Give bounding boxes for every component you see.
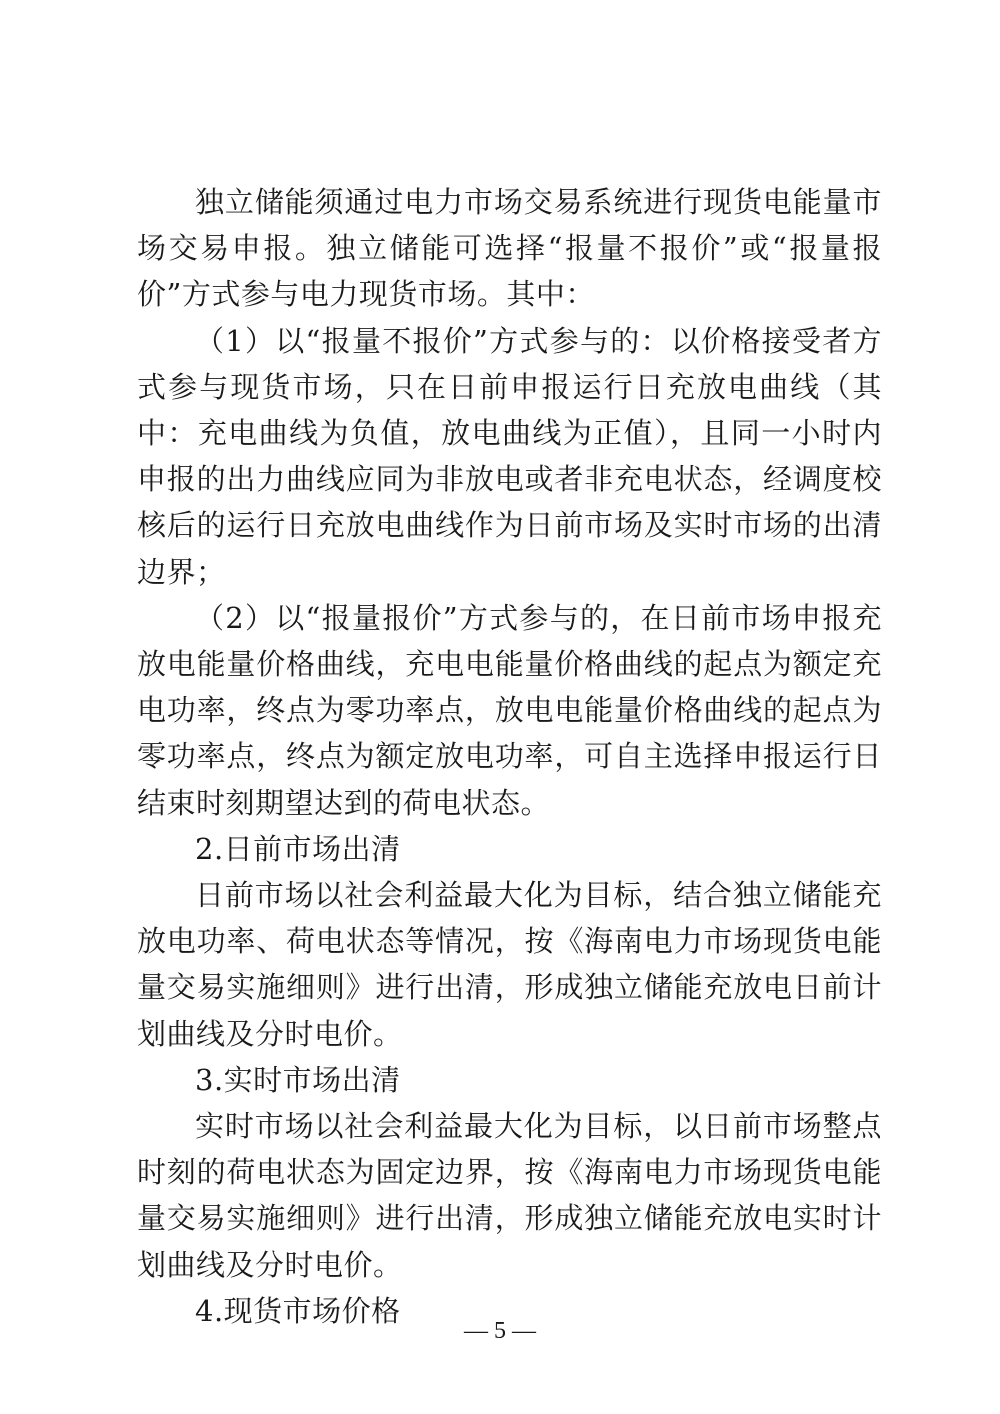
section-heading-day-ahead-clearing: 2.日前市场出清 [195, 831, 401, 866]
page-number: — 5 — [464, 1318, 536, 1344]
paragraph-declaration-modes: 独立储能须通过电力市场交易系统进行现货电能量市场交易申报。独立储能可选择“报量不报价”或“报量报价”方式参与电力现货市场。其中： [137, 185, 882, 312]
paragraph-quantity-only: （1）以“报量不报价”方式参与的：以价格接受者方式参与现货市场，只在日前申报运行日充放电曲线（其中：充电曲线为负值，放电曲线为正值），且同一小时内申报的出力曲线应同为非放电或者非充电状态，经调度校核后的运行日充放电曲线作为日前市场及实时市场的出清边界； [137, 323, 882, 589]
section-heading-spot-market-price: 4.现货市场价格 [195, 1293, 401, 1328]
paragraph-day-ahead-clearing: 日前市场以社会利益最大化为目标，结合独立储能充放电功率、荷电状态等情况，按《海南电力市场现货电能量交易实施细则》进行出清，形成独立储能充放电日前计划曲线及分时电价。 [137, 878, 882, 1051]
document-body [137, 179, 882, 1334]
section-heading-real-time-clearing: 3.实时市场出清 [195, 1062, 401, 1097]
paragraph-quantity-and-price: （2）以“报量报价”方式参与的，在日前市场申报充放电能量价格曲线，充电电能量价格曲线的起点为额定充电功率，终点为零功率点，放电电能量价格曲线的起点为零功率点，终点为额定放电功率，可自主选择申报运行日结束时刻期望达到的荷电状态。 [137, 600, 882, 820]
paragraph-real-time-clearing: 实时市场以社会利益最大化为目标，以日前市场整点时刻的荷电状态为固定边界，按《海南电力市场现货电能量交易实施细则》进行出清，形成独立储能充放电实时计划曲线及分时电价。 [137, 1109, 882, 1282]
